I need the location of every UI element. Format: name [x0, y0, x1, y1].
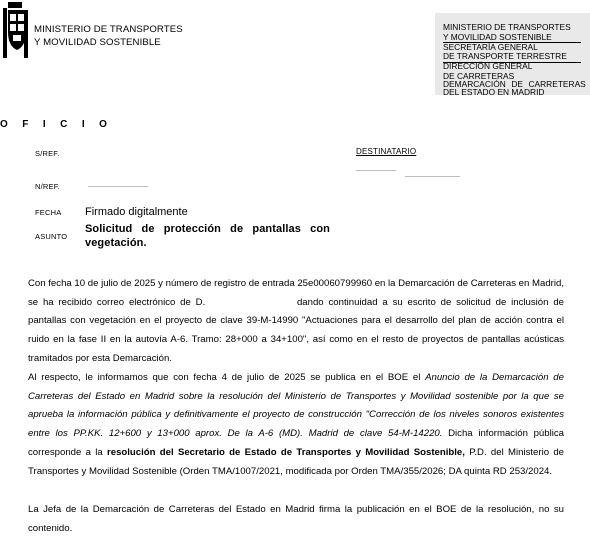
agency-box — [435, 13, 590, 95]
body-paragraph-1 — [28, 275, 564, 369]
agency-line: DIRECCIÓN GENERAL — [443, 61, 533, 71]
redaction-trace — [405, 176, 460, 177]
agency-line: DE TRANSPORTE TERRESTRE — [443, 51, 567, 61]
redacted-name — [210, 297, 292, 305]
agency-line: Y MOVILIDAD SOSTENIBLE — [443, 31, 552, 42]
ministry-line-1: MINISTERIO DE TRANSPORTES — [34, 24, 183, 35]
document-type: OFICIO — [0, 119, 122, 130]
ministry-name — [34, 23, 183, 49]
fecha-label: FECHA — [35, 208, 62, 217]
ministry-line-2: Y MOVILIDAD SOSTENIBLE — [34, 37, 161, 48]
coat-of-arms-logo — [0, 2, 28, 60]
paragraph-text: Al respecto, le informamos que con fecha 4 de julio de 2025 se publica en el BOE el — [28, 372, 421, 383]
sref-label: S/REF. — [35, 149, 60, 158]
agency-line: MINISTERIO DE TRANSPORTES — [443, 22, 571, 32]
paragraph-text: Con fecha 10 de julio de 2025 y número de registro de entrada 25e00060799960 en la Demarcación de Carreteras en Madrid, se ha recibido correo electrónico de D. — [28, 278, 564, 308]
redaction-trace — [88, 186, 148, 187]
announcement-title: Anuncio de la Demarcación de Carreteras del Estado en Madrid sobre la resolución del Ministerio de Transportes y Movilidad sostenible por la que se aprueba la información pública y definitivamente el proyecto de construcción "Corrección de los niveles sonoros existentes entre los PP.KK. 12+600 y 13+000 aprox. De la A-6 (MD). Madrid de clave 54-M-14220. — [28, 372, 564, 440]
redaction-trace — [356, 170, 396, 171]
nref-label: N/REF. — [35, 182, 60, 191]
resolution-title: resolución del Secretario de Estado de Transportes y Movilidad Sostenible, — [107, 446, 465, 458]
body-paragraph-3: La Jefa de la Demarcación de Carreteras del Estado en Madrid firma la publicación en el BOE de la resolución, no su contenido. — [28, 504, 564, 534]
agency-line: DEMARCACIÓN DE CARRETERAS — [443, 78, 586, 89]
paragraph-text: P.D. del Ministerio de Transportes y Movilidad Sostenible (Orden TMA/1007/2021, modificada por Orden TMA/355/2026; DA quinta RD 253/2024. — [28, 446, 564, 477]
fecha-value: Firmado digitalmente — [85, 206, 188, 218]
destinatario-label: DESTINATARIO — [356, 147, 417, 156]
agency-line: DEL ESTADO EN MADRID — [443, 87, 545, 97]
paragraph-text: dando continuidad a su escrito de solicitud de inclusión de pantallas con vegetación en el proyecto de clave 39-M-14990 "Actuaciones para el desarrollo del plan de acción contra el ruido en la fase II en la autovía A-6. Tramo: 28+000 a 34+100", así como en el resto de proyectos de pantallas acústicas tramitados por esta Demarcación. — [28, 296, 564, 364]
paragraph-text: Dicha información pública corresponde a la — [28, 428, 564, 458]
agency-line: SECRETARÍA GENERAL — [443, 41, 538, 52]
agency-line: DE CARRETERAS — [443, 70, 515, 81]
asunto-label: ASUNTO — [35, 232, 68, 241]
asunto-value: Solicitud de protección de pantallas con vegetación. — [85, 223, 330, 249]
body-paragraph-2 — [28, 369, 564, 481]
